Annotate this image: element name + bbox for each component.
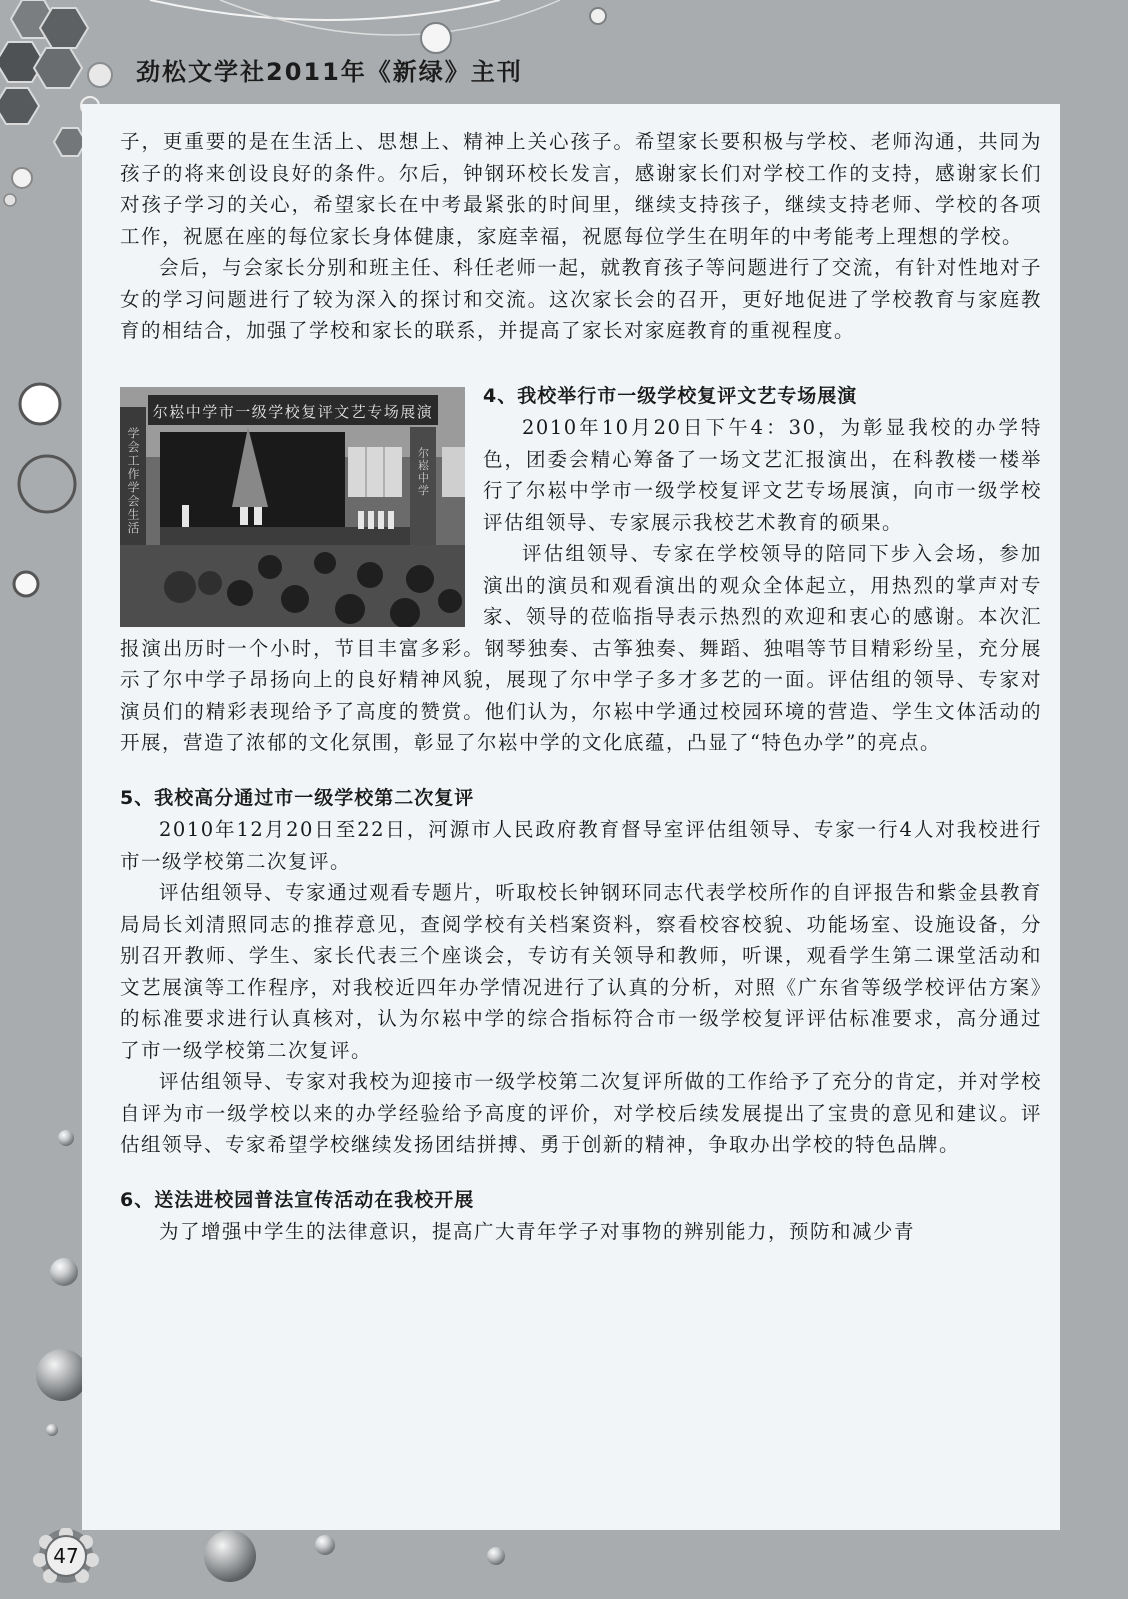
hexagon-cluster — [0, 0, 88, 156]
paragraph: 评估组领导、专家在学校领导的陪同下步入会场，参加演出的演员和观看演出的观众全体起立，用热烈的掌声对专家、领导的莅临指导表示热烈的欢迎和衷心的感谢。本次汇报演出历时一个小时，节目丰富多彩。钢琴独奏、古筝独奏、舞蹈、独唱等节目精彩纷呈，充分展示了尔中学子昂扬向上的良好精神风貌，展现了尔中学子多才多艺的一面。评估组的领导、专家对演员们的精彩表现给予了高度的赞赏。他们认为，尔崧中学通过校园环境的营造、学生文体活动的开展，营造了浓郁的文化氛围，彰显了尔崧中学的文化底蕴，凸显了“特色办学”的亮点。 — [120, 542, 1042, 754]
page-number: 47 — [53, 1544, 79, 1568]
section-heading-4: 4、我校举行市一级学校复评文艺专场展演 — [483, 384, 858, 407]
paragraph: 为了增强中学生的法律意识，提高广大青年学子对事物的辨别能力，预防和减少青 — [159, 1220, 916, 1243]
paragraph-continued: 子，更重要的是在生活上、思想上、精神上关心孩子。希望家长要积极与学校、老师沟通，共同为孩子的将来创设良好的条件。尔后，钟钢环校长发言，感谢家长们对学校工作的支持，感谢家长们对孩子学习的关心，希望家长在中考最紧张的时间里，继续支持孩子，继续支持老师、学校的各项工作，祝愿在座的每位家长身体健康，家庭幸福，祝愿每位学生在明年的中考能考上理想的学校。 — [120, 130, 1042, 248]
section-gap — [120, 1161, 1042, 1185]
section-gap — [120, 759, 1042, 783]
paragraph: 2010年10月20日下午4：30，为彰显我校的办学特色，团委会精心筹备了一场文艺汇报演出，在科教楼一楼举行了尔崧中学市一级学校复评文艺专场展演，向市一级学校评估组领导、专家展示我校艺术教育的硕果。 — [483, 416, 1042, 534]
paragraph: 会后，与会家长分别和班主任、科任老师一起，就教育孩子等问题进行了交流，有针对性地对子女的学习问题进行了较为深入的探讨和交流。这次家长会的召开，更好地促进了学校教育与家庭教育的相结合，加强了学校和家长的联系，并提高了家长对家庭教育的重视程度。 — [120, 256, 1042, 342]
article-body — [120, 126, 1042, 1248]
section-heading-5: 5、我校高分通过市一级学校第二次复评 — [120, 786, 475, 809]
paragraph: 评估组领导、专家通过观看专题片，听取校长钟钢环同志代表学校所作的自评报告和紫金县教育局局长刘清照同志的推荐意见，查阅学校有关档案资料，察看校容校貌、功能场室、设施设备，分别召开教师、学生、家长代表三个座谈会，专访有关领导和教师，听课，观看学生第二课堂活动和文艺展演等工作程序，对我校近四年办学情况进行了认真的分析，对照《广东省等级学校评估方案》的标准要求进行认真核对，认为尔崧中学的综合指标符合市一级学校复评评估标准要求，高分通过了市一级学校第二次复评。 — [120, 881, 1042, 1062]
performance-photo — [120, 387, 465, 627]
photo-left-pillar-text: 学会工作学会生活 — [126, 426, 140, 535]
photo-right-pillar-text: 尔崧中学 — [416, 446, 430, 497]
paragraph: 评估组领导、专家对我校为迎接市一级学校第二次复评所做的工作给予了充分的肯定，并对学校自评为市一级学校以来的办学经验给予高度的评价，对学校后续发展提出了宝贵的意见和建议。评估组领导、专家希望学校继续发扬团结拼搏、勇于创新的精神，争取办出学校的特色品牌。 — [120, 1070, 1042, 1156]
photo-banner-text: 尔崧中学市一级学校复评文艺专场展演 — [152, 402, 434, 421]
section-gap — [120, 347, 1042, 381]
paragraph: 2010年12月20日至22日，河源市人民政府教育督导室评估组领导、专家一行4人对我校进行市一级学校第二次复评。 — [120, 818, 1042, 873]
content-panel — [82, 104, 1060, 1530]
publication-header: 劲松文学社2011年《新绿》主刊 — [136, 58, 523, 86]
photo-illustration — [120, 387, 465, 627]
page-number-badge — [30, 1528, 102, 1584]
section-heading-6: 6、送法进校园普法宣传活动在我校开展 — [120, 1188, 475, 1211]
